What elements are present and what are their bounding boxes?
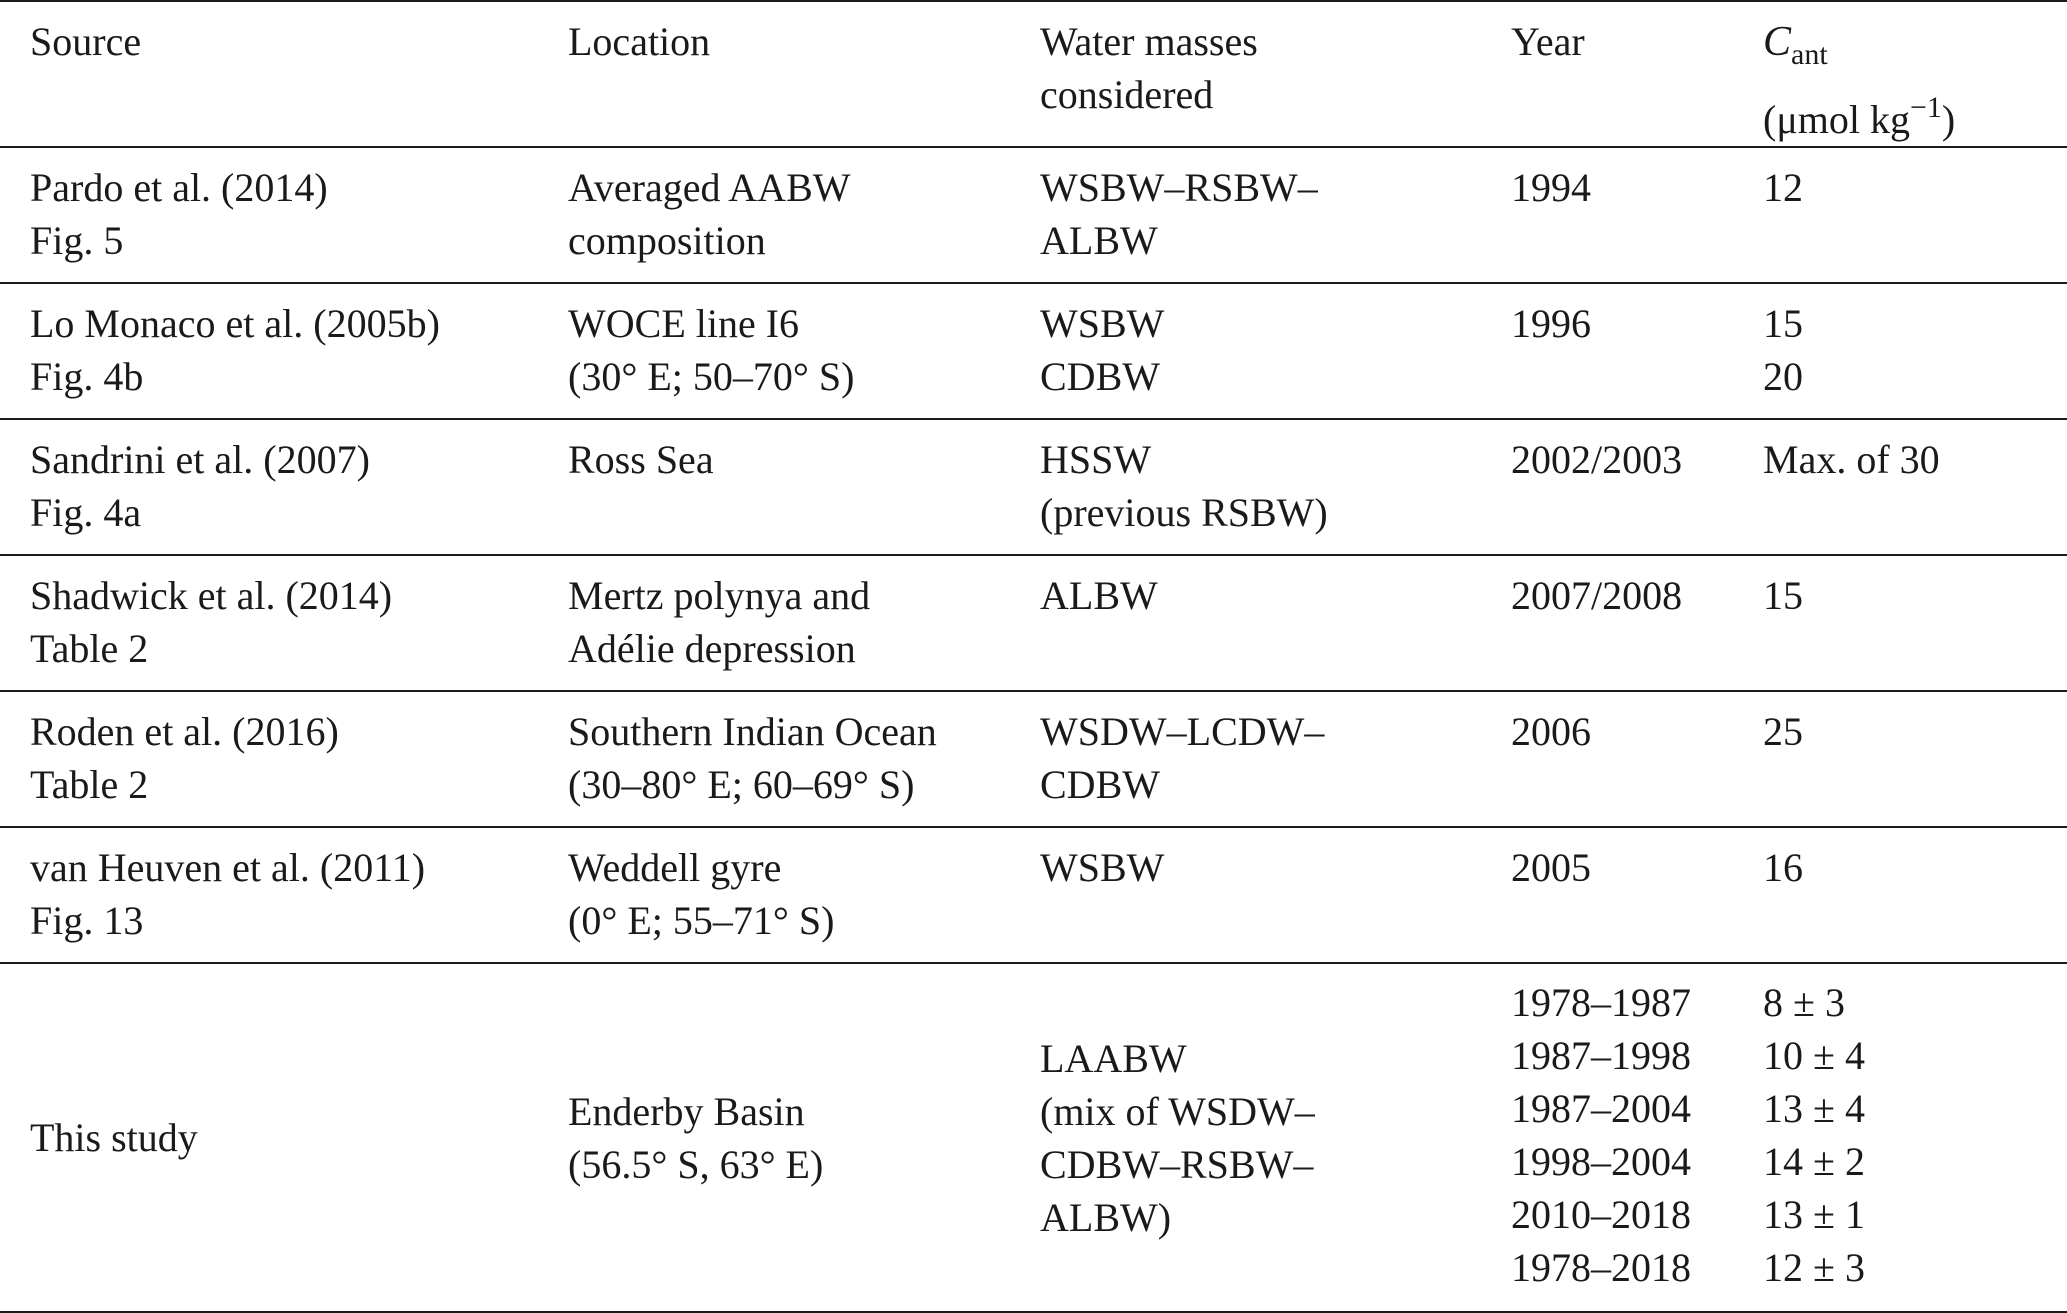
header-water-masses: Water masses considered [1040, 19, 1258, 117]
cell-location: Ross Sea [568, 437, 714, 482]
cell-cant: Max. of 30 [1763, 437, 1940, 482]
cell-source: Pardo et al. (2014) Fig. 5 [30, 165, 328, 263]
cell-location: WOCE line I6 (30° E; 50–70° S) [568, 301, 855, 399]
table-row [0, 283, 2067, 419]
cell-water-masses: LAABW (mix of WSDW– CDBW–RSBW– ALBW) [1040, 1035, 1315, 1240]
cant-unit-close: ) [1941, 97, 1956, 142]
cell-water-masses: ALBW [1040, 573, 1158, 618]
table-row [0, 827, 2067, 963]
header-location: Location [568, 19, 711, 64]
cell-source: This study [30, 1115, 198, 1160]
cell-year: 2002/2003 [1511, 437, 1683, 482]
cell-source: Roden et al. (2016) Table 2 [30, 709, 339, 807]
cell-source: Sandrini et al. (2007) Fig. 4a [30, 437, 370, 535]
cell-water-masses: WSBW [1040, 845, 1165, 890]
cant-unit-open: (μmol kg [1763, 97, 1910, 142]
cell-year: 1994 [1511, 165, 1591, 210]
table-row-this-study [0, 963, 2067, 1312]
header-source: Source [30, 19, 142, 64]
cell-water-masses: WSBW CDBW [1040, 301, 1165, 399]
cell-location: Weddell gyre (0° E; 55–71° S) [568, 845, 835, 943]
cell-location: Averaged AABW composition [568, 165, 851, 263]
cell-year: 2006 [1511, 709, 1591, 754]
cell-water-masses: WSBW–RSBW– ALBW [1040, 165, 1318, 263]
cell-cant: 8 ± 3 10 ± 4 13 ± 4 14 ± 2 13 ± 1 12 ± 3 [1763, 980, 1865, 1290]
cell-source: Shadwick et al. (2014) Table 2 [30, 573, 393, 671]
cant-symbol: C [1763, 19, 1792, 65]
cant-unit-exponent: −1 [1910, 91, 1942, 124]
cell-location: Southern Indian Ocean (30–80° E; 60–69° S) [568, 709, 937, 807]
cell-year: 1996 [1511, 301, 1591, 346]
cell-source: van Heuven et al. (2011) Fig. 13 [30, 845, 426, 943]
cell-cant: 12 [1763, 165, 1803, 210]
cell-source: Lo Monaco et al. (2005b) Fig. 4b [30, 301, 440, 399]
cell-years: 1978–1987 1987–1998 1987–2004 1998–2004 2010–2018 1978–2018 [1511, 980, 1691, 1290]
cant-subscript: ant [1791, 38, 1828, 71]
cell-year: 2005 [1511, 845, 1591, 890]
cell-cant: 15 [1763, 573, 1803, 618]
header-year: Year [1511, 19, 1585, 64]
table-row [0, 555, 2067, 691]
table-row [0, 419, 2067, 555]
table-body [0, 147, 2067, 1312]
cell-year: 2007/2008 [1511, 573, 1683, 618]
cell-cant: 25 [1763, 709, 1803, 754]
table-row [0, 147, 2067, 283]
table-row [0, 691, 2067, 827]
cell-cant: 16 [1763, 845, 1803, 890]
cell-location: Mertz polynya and Adélie depression [568, 573, 871, 671]
cell-cant: 15 20 [1763, 301, 1803, 399]
header-cant [1763, 1, 2067, 147]
cell-water-masses: WSDW–LCDW– CDBW [1040, 709, 1325, 807]
table-header [0, 1, 2067, 147]
cell-water-masses: HSSW (previous RSBW) [1040, 437, 1328, 535]
header-row [0, 1, 2067, 147]
cell-location: Enderby Basin (56.5° S, 63° E) [568, 1088, 824, 1187]
